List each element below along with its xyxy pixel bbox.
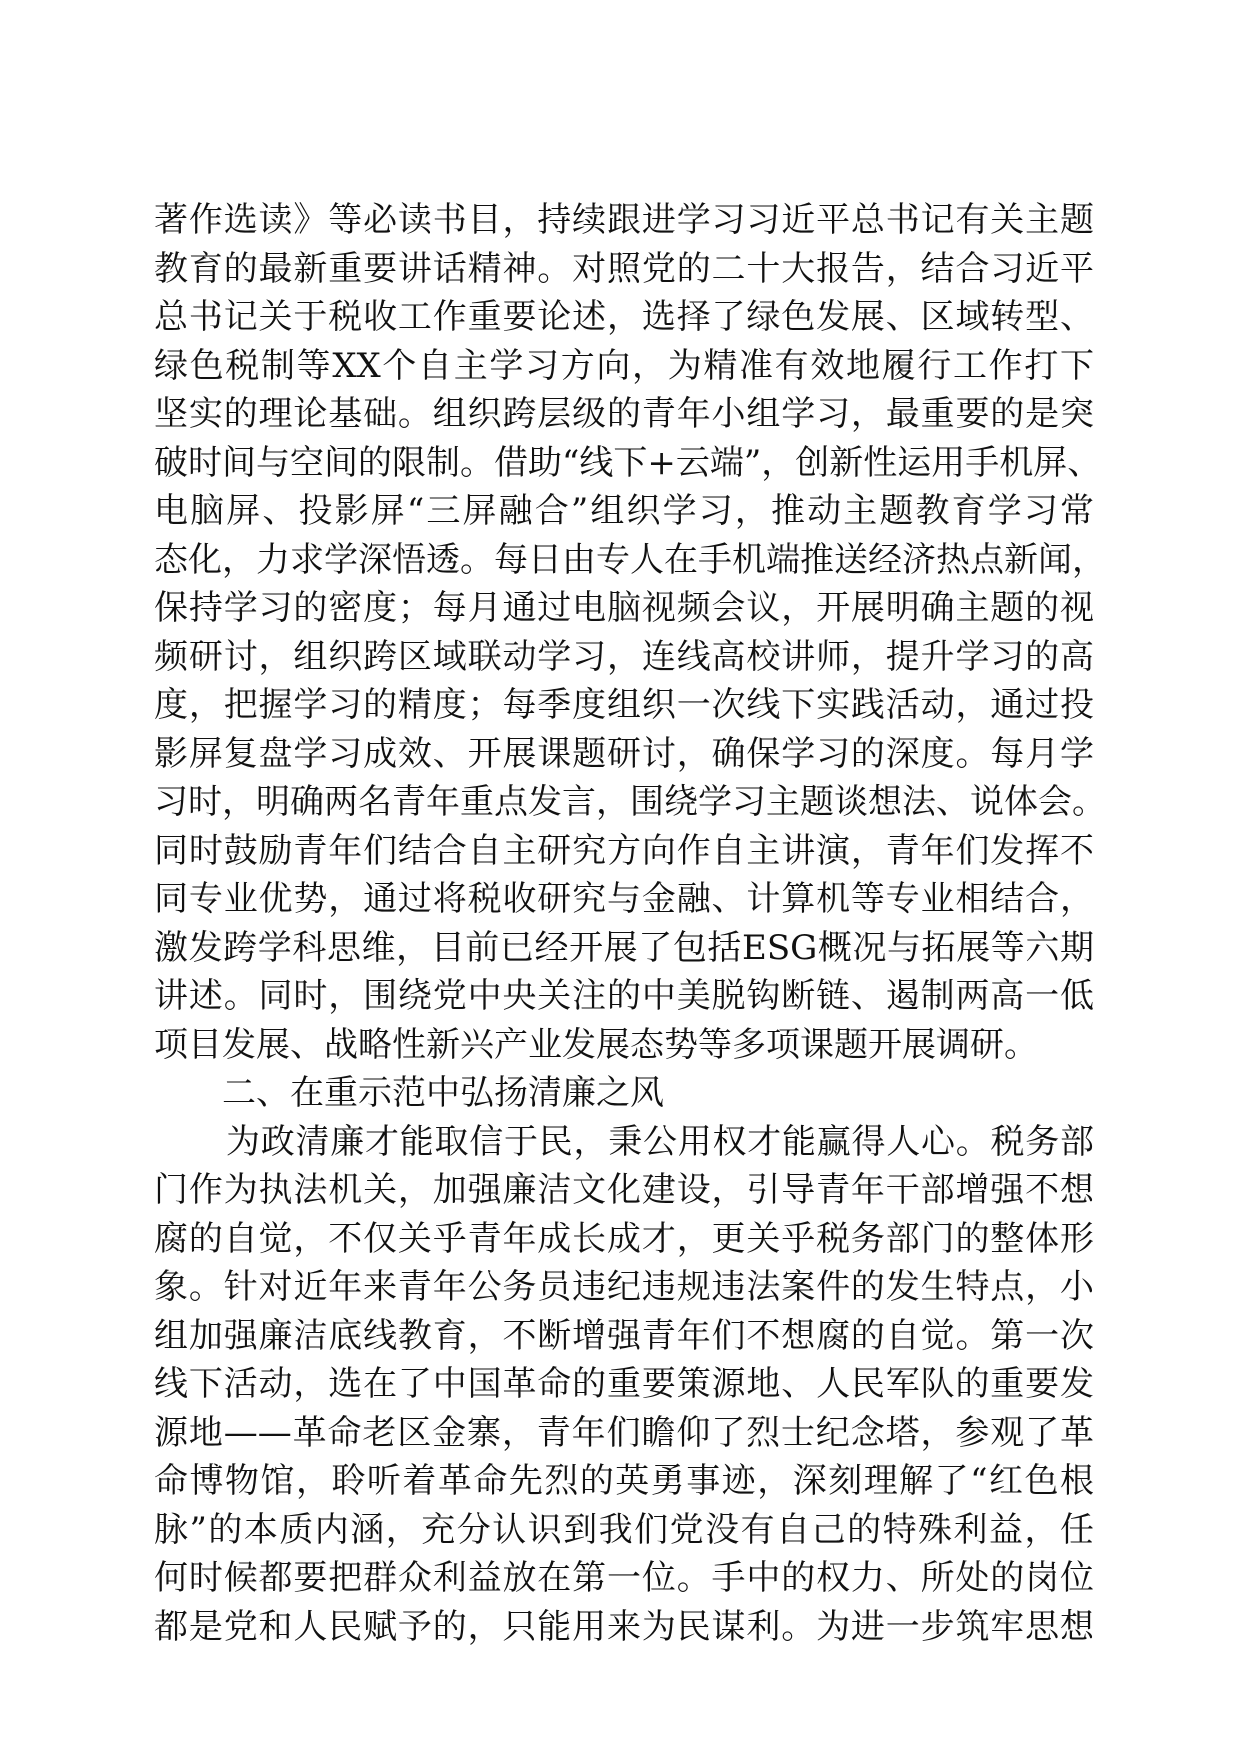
text-line: 教育的最新重要讲话精神。对照党的二十大报告，结合习近平 (154, 248, 1094, 289)
text-line: 项目发展、战略性新兴产业发展态势等多项课题开展调研。 (154, 1024, 1038, 1065)
text-line: 腐的自觉，不仅关乎青年成长成才，更关乎税务部门的整体形 (154, 1218, 1094, 1259)
section-heading: 二、在重示范中弘扬清廉之风 (222, 1073, 664, 1113)
text-line: 同时鼓励青年们结合自主研究方向作自主讲演，青年们发挥不 (154, 830, 1094, 871)
text-line: 命博物馆，聆听着革命先烈的英勇事迹，深刻理解了“红色根 (154, 1461, 1094, 1501)
text-line: 著作选读》等必读书目，持续跟进学习习近平总书记有关主题 (154, 200, 1094, 240)
text-line: 态化，力求学深悟透。每日由专人在手机端推送经济热点新闻， (154, 539, 1106, 580)
paragraph-1 (154, 196, 1106, 1069)
text-line: 激发跨学科思维，目前已经开展了包括ESG概况与拓展等六期 (154, 927, 1094, 968)
text-line: 同专业优势，通过将税收研究与金融、计算机等专业相结合， (154, 879, 1094, 919)
text-line: 绿色税制等XX个自主学习方向，为精准有效地履行工作打下 (154, 345, 1094, 386)
text-line: 线下活动，选在了中国革命的重要策源地、人民军队的重要发 (154, 1364, 1094, 1404)
text-line: 脉”的本质内涵，充分认识到我们党没有自己的特殊利益，任 (154, 1509, 1094, 1550)
text-line: 度，把握学习的精度；每季度组织一次线下实践活动，通过投 (154, 685, 1094, 725)
paragraph-2 (154, 1118, 1094, 1652)
text-line: 频研讨，组织跨区域联动学习，连线高校讲师，提升学习的高 (154, 636, 1094, 677)
text-line: 都是党和人民赋予的，只能用来为民谋利。为进一步筑牢思想 (154, 1606, 1094, 1647)
text-line: 何时候都要把群众利益放在第一位。手中的权力、所处的岗位 (154, 1558, 1094, 1598)
text-line: 习时，明确两名青年重点发言，围绕学习主题谈想法、说体会。 (154, 782, 1106, 822)
text-line: 总书记关于税收工作重要论述，选择了绿色发展、区域转型、 (154, 297, 1094, 337)
text-line: 为政清廉才能取信于民，秉公用权才能赢得人心。税务部 (226, 1121, 1094, 1162)
text-line: 讲述。同时，围绕党中央关注的中美脱钩断链、遏制两高一低 (154, 976, 1094, 1016)
text-line: 门作为执法机关，加强廉洁文化建设，引导青年干部增强不想 (154, 1170, 1094, 1210)
text-line: 破时间与空间的限制。借助“线下+云端”，创新性运用手机屏、 (154, 442, 1102, 483)
document-body (154, 196, 1106, 1651)
text-line: 源地——革命老区金寨，青年们瞻仰了烈士纪念塔，参观了革 (154, 1412, 1094, 1453)
text-line: 保持学习的密度；每月通过电脑视频会议，开展明确主题的视 (154, 588, 1094, 628)
text-line: 坚实的理论基础。组织跨层级的青年小组学习，最重要的是突 (154, 394, 1094, 434)
text-line: 组加强廉洁底线教育，不断增强青年们不想腐的自觉。第一次 (154, 1315, 1094, 1356)
text-line: 象。针对近年来青年公务员违纪违规违法案件的发生特点，小 (154, 1267, 1094, 1307)
text-line: 电脑屏、投影屏“三屏融合”组织学习，推动主题教育学习常 (154, 491, 1094, 531)
text-line: 影屏复盘学习成效、开展课题研讨，确保学习的深度。每月学 (154, 733, 1094, 774)
